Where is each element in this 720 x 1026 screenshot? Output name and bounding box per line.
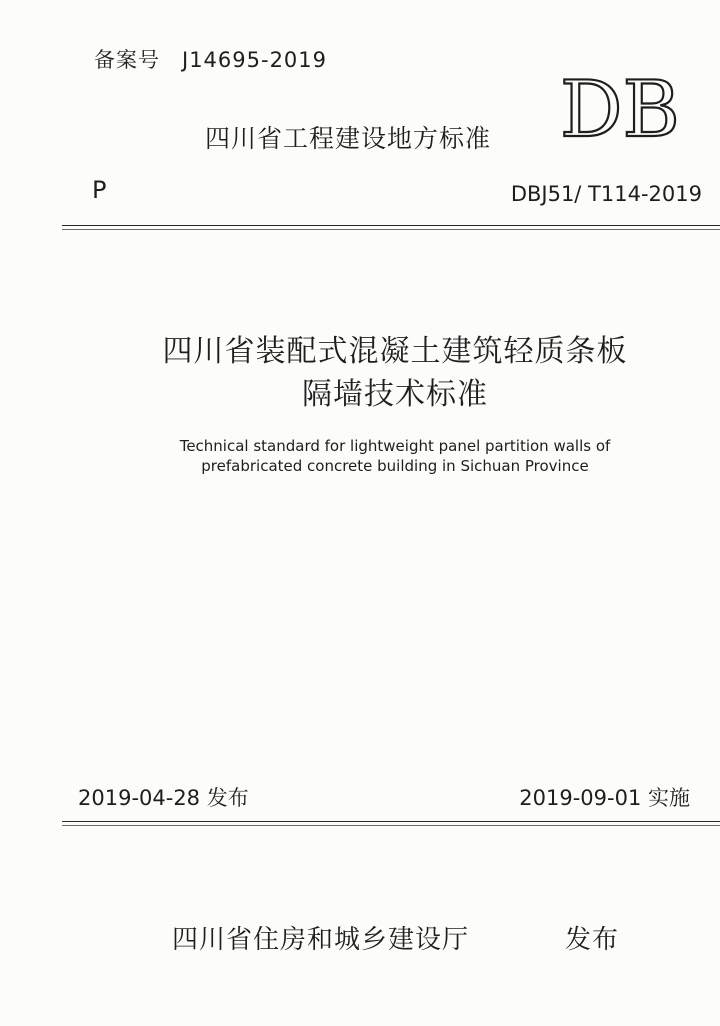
footer-divider (62, 821, 720, 822)
record-label: 备案号 (94, 48, 160, 72)
issue-date-value: 2019-04-28 (78, 786, 201, 810)
issue-date-label: 发布 (206, 786, 249, 810)
standard-number: DBJ51/ T114-2019 (510, 182, 702, 206)
db-logo-text: DB (560, 66, 680, 146)
classification-code: P (92, 176, 107, 204)
footer-divider-secondary (62, 825, 720, 826)
title-zh-line-2: 隔墙技术标准 (302, 377, 488, 412)
title-english (0, 436, 720, 476)
implement-date (519, 782, 690, 812)
record-number (94, 44, 327, 74)
title-zh-line-1: 四川省装配式混凝土建筑轻质条板 (162, 334, 628, 369)
header-divider-secondary (62, 229, 720, 230)
issue-date (78, 782, 249, 812)
implement-date-value: 2019-09-01 (519, 786, 642, 810)
issuing-authority: 四川省住房和城乡建设厅 (172, 925, 470, 955)
title-en-line-1: Technical standard for lightweight panel partition walls of (179, 437, 611, 455)
db-logo (560, 66, 710, 146)
title-en-line-2: prefabricated concrete building in Sichuan Province (201, 457, 589, 475)
record-value: J14695-2019 (182, 48, 328, 72)
standard-category: 四川省工程建设地方标准 (205, 124, 492, 153)
header-divider (62, 225, 720, 226)
issuing-action: 发布 (565, 925, 620, 955)
implement-date-label: 实施 (648, 786, 690, 810)
title-chinese (0, 330, 720, 416)
